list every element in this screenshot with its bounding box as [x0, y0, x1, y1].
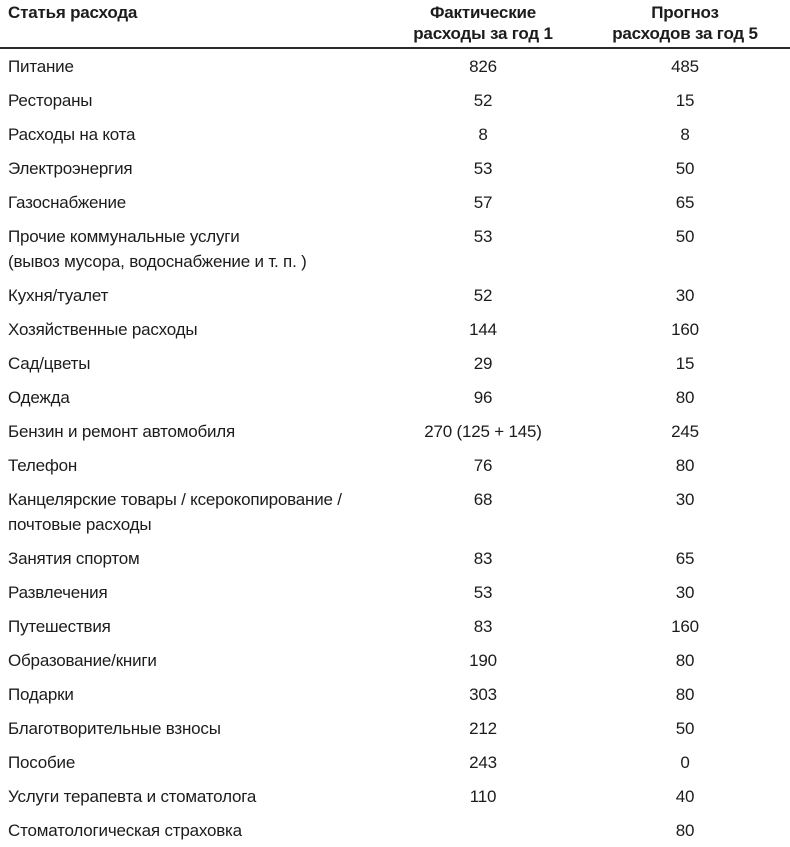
expense-item-cell — [0, 219, 386, 278]
table-row — [0, 779, 790, 813]
expense-item-label: Развлечения — [8, 583, 108, 602]
expense-table-header — [0, 0, 790, 48]
expense-item-label: Пособие — [8, 753, 76, 772]
year5-value: 30 — [675, 583, 695, 602]
table-row — [0, 48, 790, 83]
table-row — [0, 219, 790, 278]
expense-item-label: Газоснабжение — [8, 193, 127, 212]
expense-item-label: Прочие коммунальные услуги — [8, 227, 240, 246]
expense-table-body — [0, 48, 790, 847]
year1-value: 144 — [469, 320, 497, 339]
year5-value: 30 — [675, 286, 695, 305]
expense-item-cell — [0, 380, 386, 414]
expense-item-cell — [0, 541, 386, 575]
expense-item-label: Услуги терапевта и стоматолога — [8, 787, 257, 806]
expense-item-cell — [0, 278, 386, 312]
expense-item-cell — [0, 448, 386, 482]
expense-item-cell — [0, 117, 386, 151]
expense-item-label: Телефон — [8, 456, 78, 475]
year5-value: 65 — [675, 549, 695, 568]
expense-item-cell — [0, 414, 386, 448]
year1-value: 57 — [473, 193, 493, 212]
expense-item-label: Сад/цветы — [8, 354, 91, 373]
column-header-year1-line2: расходы за год 1 — [413, 24, 553, 43]
column-header-year1 — [386, 0, 580, 48]
year5-value: 160 — [671, 320, 699, 339]
table-row — [0, 117, 790, 151]
table-row — [0, 278, 790, 312]
table-row — [0, 677, 790, 711]
expense-item-cell — [0, 312, 386, 346]
table-row — [0, 541, 790, 575]
year5-value: 65 — [675, 193, 695, 212]
year5-value: 50 — [675, 227, 695, 246]
year5-value: 80 — [675, 685, 695, 704]
year1-value: 52 — [473, 91, 493, 110]
expense-item-label: Занятия спортом — [8, 549, 140, 568]
year1-value: 270 (125 + 145) — [424, 422, 542, 441]
year5-value: 40 — [675, 787, 695, 806]
year1-value: 83 — [473, 549, 493, 568]
year1-value: 110 — [469, 787, 497, 806]
year1-value: 826 — [469, 57, 497, 76]
table-row — [0, 711, 790, 745]
year1-value: 8 — [478, 125, 488, 144]
year1-value: 29 — [473, 354, 493, 373]
expense-item-cell — [0, 677, 386, 711]
expense-item-label: Хозяйственные расходы — [8, 320, 198, 339]
table-row — [0, 609, 790, 643]
year5-value: 485 — [671, 57, 699, 76]
expense-item-label: Кухня/туалет — [8, 286, 109, 305]
table-row — [0, 643, 790, 677]
year5-value: 0 — [680, 753, 690, 772]
year1-value: 190 — [469, 651, 497, 670]
table-row — [0, 83, 790, 117]
table-row — [0, 575, 790, 609]
year5-value: 50 — [675, 159, 695, 178]
table-row — [0, 151, 790, 185]
expense-item-label: Рестораны — [8, 91, 93, 110]
year1-value: 96 — [473, 388, 493, 407]
expense-item-cell — [0, 575, 386, 609]
expense-item-cell — [0, 482, 386, 541]
year5-value: 80 — [675, 651, 695, 670]
expense-item-label: Питание — [8, 57, 74, 76]
expense-item-cell — [0, 346, 386, 380]
expense-item-cell — [0, 609, 386, 643]
table-row — [0, 414, 790, 448]
year5-value: 15 — [675, 354, 695, 373]
table-row — [0, 482, 790, 541]
column-header-year5 — [580, 0, 790, 48]
year5-value: 160 — [671, 617, 699, 636]
year1-value: 83 — [473, 617, 493, 636]
table-row — [0, 346, 790, 380]
column-header-year5-line2: расходов за год 5 — [612, 24, 758, 43]
expense-item-sublabel: (вывоз мусора, водоснабжение и т. п. ) — [8, 252, 307, 271]
expense-item-cell — [0, 745, 386, 779]
expense-item-cell — [0, 151, 386, 185]
expense-item-label: Канцелярские товары / ксерокопирование / — [8, 490, 342, 509]
year5-value: 15 — [675, 91, 695, 110]
expense-item-label: Образование/книги — [8, 651, 157, 670]
year1-value: 52 — [473, 286, 493, 305]
year1-value: 76 — [473, 456, 493, 475]
expense-item-sublabel: почтовые расходы — [8, 515, 152, 534]
table-row — [0, 185, 790, 219]
column-header-year5-line1: Прогноз — [651, 3, 719, 22]
expense-item-label: Одежда — [8, 388, 70, 407]
table-row — [0, 813, 790, 847]
year5-value: 50 — [675, 719, 695, 738]
column-header-item: Статья расхода — [0, 0, 386, 48]
expense-item-cell — [0, 779, 386, 813]
year5-value: 80 — [675, 821, 695, 840]
year1-value: 53 — [473, 583, 493, 602]
expense-item-cell — [0, 185, 386, 219]
expense-item-label: Расходы на кота — [8, 125, 136, 144]
year5-value: 245 — [671, 422, 699, 441]
expense-item-label: Путешествия — [8, 617, 111, 636]
table-row — [0, 380, 790, 414]
year1-value: 303 — [469, 685, 497, 704]
year1-value — [386, 813, 580, 847]
table-row — [0, 448, 790, 482]
table-row — [0, 312, 790, 346]
year5-value: 8 — [680, 125, 690, 144]
expense-item-label: Стоматологическая страховка — [8, 821, 242, 840]
year5-value: 30 — [675, 490, 695, 509]
expense-item-label: Бензин и ремонт автомобиля — [8, 422, 236, 441]
expense-item-label: Подарки — [8, 685, 74, 704]
year1-value: 68 — [473, 490, 493, 509]
year5-value: 80 — [675, 456, 695, 475]
year1-value: 53 — [473, 227, 493, 246]
expense-item-cell — [0, 83, 386, 117]
column-header-year1-line1: Фактические — [429, 3, 537, 22]
table-row — [0, 745, 790, 779]
expense-item-cell — [0, 813, 386, 847]
expense-item-label: Электроэнергия — [8, 159, 133, 178]
expense-item-cell — [0, 643, 386, 677]
header-row — [0, 0, 790, 48]
expense-item-cell — [0, 48, 386, 83]
expense-item-cell — [0, 711, 386, 745]
year5-value: 80 — [675, 388, 695, 407]
year1-value: 212 — [469, 719, 497, 738]
year1-value: 53 — [473, 159, 493, 178]
expense-item-label: Благотворительные взносы — [8, 719, 221, 738]
year1-value: 243 — [469, 753, 497, 772]
